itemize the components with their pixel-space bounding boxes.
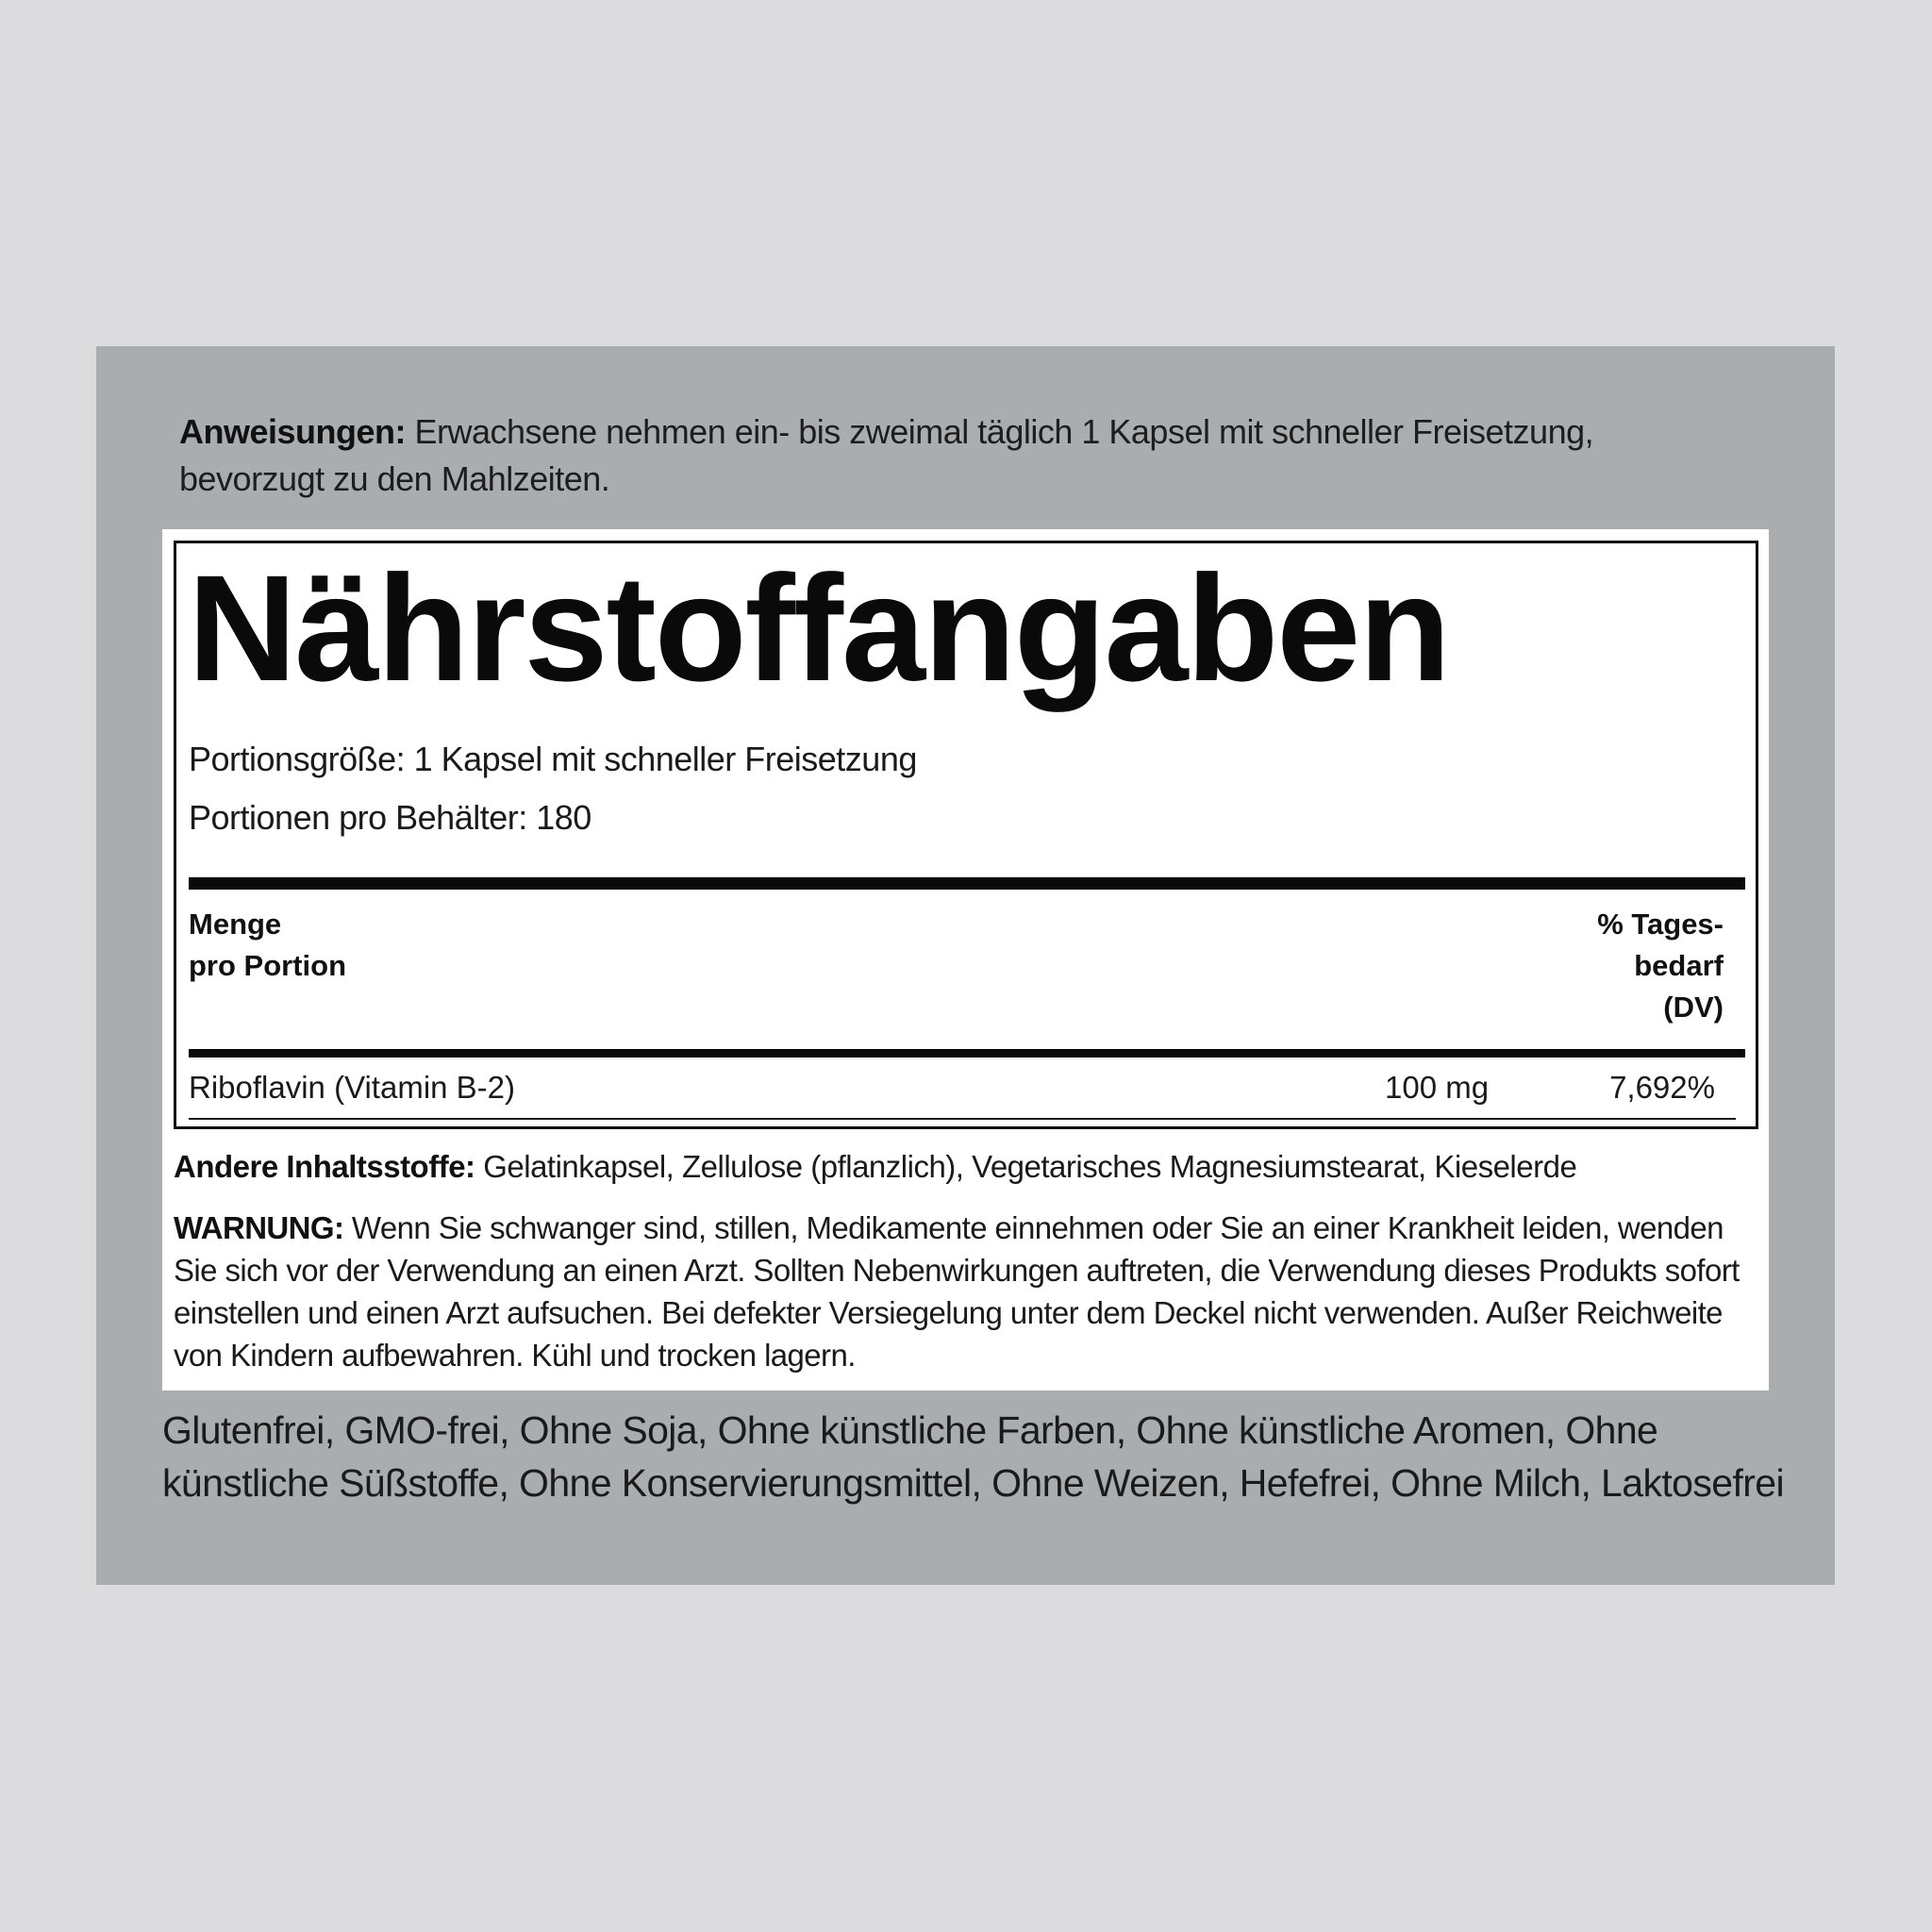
other-ingredients-label: Andere Inhaltsstoffe: (174, 1149, 475, 1184)
other-ingredients-list: Gelatinkapsel, Zellulose (pflanzlich), Vegetarisches Magnesiumstearat, Kieselerde (475, 1149, 1577, 1184)
thin-divider-bottom (189, 1118, 1736, 1120)
thick-divider-middle (189, 1049, 1745, 1058)
nutrient-daily-value: 7,692% (1609, 1070, 1715, 1105)
amount-header-line1: Menge (189, 908, 282, 941)
nutrition-facts-box (174, 541, 1758, 1129)
nutrient-amount: 100 mg (1385, 1070, 1490, 1105)
warning-label: WARNUNG: (174, 1210, 344, 1245)
nutrition-facts-title: Nährstoffangaben (188, 543, 1449, 712)
amount-per-serving-header (189, 904, 346, 987)
warning-body: Wenn Sie schwanger sind, stillen, Medikamente einnehmen oder Sie an einer Krankheit leiden, wenden Sie sich vor der Verwendung an einen Arzt. Sollten Nebenwirkungen auftreten, die Verwendung dieses Produkts sofort einstellen und einen Arzt aufsuchen. Bei defekter Versiegelung unter dem Deckel nicht verwenden. Außer Reichweite von Kindern aufbewahren. Kühl und trocken lagern. (174, 1210, 1740, 1373)
warning-text (174, 1207, 1768, 1376)
daily-value-header (1497, 904, 1724, 1028)
supplement-label-panel (96, 346, 1835, 1585)
servings-per-container: Portionen pro Behälter: 180 (189, 798, 591, 837)
nutrition-card (162, 529, 1769, 1391)
other-ingredients (174, 1145, 1758, 1189)
directions-body: Erwachsene nehmen ein- bis zweimal täglich 1 Kapsel mit schneller Freisetzung, bevorzugt zu den Mahlzeiten. (179, 412, 1594, 498)
dv-header-line1: % Tages- (1597, 908, 1724, 941)
nutrient-name: Riboflavin (Vitamin B-2) (189, 1070, 516, 1105)
directions-text (179, 408, 1726, 503)
dv-header-line2: bedarf (1634, 949, 1724, 982)
free-from-claims: Glutenfrei, GMO-frei, Ohne Soja, Ohne künstliche Farben, Ohne künstliche Aromen, Ohne künstliche Süßstoffe, Ohne Konservierungsmittel, Ohne Weizen, Hefefrei, Ohne Milch, Laktosefrei (162, 1408, 1785, 1505)
amount-header-line2: pro Portion (189, 949, 347, 982)
serving-size: Portionsgröße: 1 Kapsel mit schneller Freisetzung (189, 740, 917, 778)
thick-divider-top (189, 877, 1745, 890)
nutrient-row (189, 1064, 1736, 1111)
directions-label: Anweisungen: (179, 412, 407, 451)
dv-header-line3: (DV) (1663, 991, 1724, 1024)
